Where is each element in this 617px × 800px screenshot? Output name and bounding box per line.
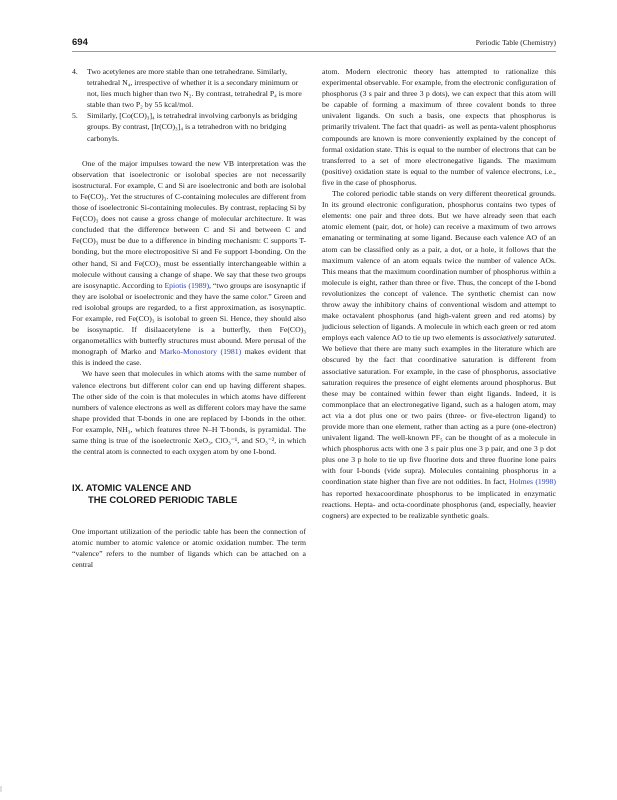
citation-link-epiotis[interactable]: Epiotis (1989) [164,280,210,290]
paragraph-isolobal [72,158,306,369]
paragraph-text: has reported hexacoordinate phosphorus to be implicated in enzymatic reactions. Hepta- and octa-coordinate phosphorus (and, especially, heavier cogners) are expected to be realizable synthetic goals. [322,488,556,520]
paragraph-text: makes evident that this is indeed the case. [72,347,307,368]
citation-link-marko[interactable]: Marko-Monostory (1981) [159,347,242,357]
section-number: IX. [72,482,84,494]
page-header [72,37,556,52]
section-title-line2: THE COLORED PERIODIC TABLE [88,494,238,506]
list-item [72,66,306,110]
numbered-list [72,66,306,144]
paragraph-phosphorus: atom. Modern electronic theory has attempted to rationalize this experimental observable. For example, from the electronic configuration of phosphorus (3 s pair and three 3 p dots), we can expect that this atom will be capable of forming a maximum of three covalent bonds to three univalent ligands. On such a basis, one expects that phosphorus is primarily trivalent. The fact that quadri- as well as penta-valent phosphorus compounds are known is more conveniently explained by the concept of formal oxidation state. This is equal to the number of electrons that can be transferred to a set of more electronegative ligands. The maximum (positive) oxidation state is equal to the number of valence electrons, i.e., five in the case of phosphorus. [322,67,556,187]
list-item-text: Two acetylenes are more stable than one tetrahedrane. Similarly, tetrahedral N₄, irrespective of whether it is a secondary minimum or not, lies much higher than two N₂. By contrast, tetrahedral P₄ is more stable than two P₂ by 55 kcal/mol. [87,67,302,110]
scan-edge-mark [0,786,2,792]
section-title-line1: ATOMIC VALENCE AND [85,482,192,494]
paragraph-text: . We believe that there are many such examples in the literature which are obscured by the fact that coordinative saturation is different from associative saturation. For example, in the case of phosphorus, associative saturation requires the presence of eight elements around phosphorus. But these may be contained within fewer than eight ligands. Indeed, it is commonplace that an electronegative ligand, such as a halogen atom, may act via a dot plus one or two pairs (three- or five-electron ligand) to provide more than one element, rather than acting as a pure (one-electron) univalent ligand. The well-known PF₅ can be thought of as a molecule in which phosphorus acts with one 3 s pair plus one 3 p pair, and one 3 p dot plus one 3 p hole to tie up five fluorine dots and three fluorine lone pairs with four I-bonds (vide supra). Molecules containing phosphorus in a coordination state higher than five are not oddities. In fact, [322,333,556,487]
paragraph-colored-table [322,188,556,521]
list-item-text: Similarly, [Co(CO)₃]₄ is tetrahedral involving carbonyls as bridging groups. By contrast, [Ir(CO)₃]₄ is a tetrahedron with no bridging carbonyls. [87,111,298,143]
paragraph-shapes: We have seen that molecules in which atoms with the same number of valence electrons but different color can end up having different shapes. The other side of the coin is that molecules in which atoms have different numbers of valence electrons as well as different colors may have the same shape provided that T-bonds in one are replaced by I-bonds in the other. For example, NH₃, which features three N–H T-bonds, is pyramidal. The same thing is true of the isoelectronic XeO₃, ClO₃⁻¹, and SO₃⁻², in which the central atom is connected to each oxygen atom by one I-bond. [72,369,306,457]
list-item-number: 4. [72,67,78,76]
paragraph-text: The colored periodic table stands on very different theoretical grounds. In its ground electronic configuration, phosphorus contains two types of elements: one pair and three dots. But we have already seen that each atomic element (pair, dot, or hole) can receive a maximum of two arrows emanating or terminating at some ligand. Because each valence AO of an atom can be classified only as a pair, a dot, or a hole, it follows that the maximum valence of an atom equals twice the number of valence AOs. This means that the maximum coordination number of phosphorus within a molecule is eight, rather than three or five. Thus, the concept of the I-bond revolutionizes the concept of valence. The synthetic chemist can now throw away the inhibitory chains of conventional wisdom and attempt to make octavalent phosphorus (and high-valent green and red atoms) by judicious selection of ligands. A molecule in which each green or red atom employs each valence AO to tie up two elements is [322,189,556,343]
emphasis-text: associatively saturated [482,333,555,343]
list-item [72,110,306,143]
citation-link-holmes[interactable]: Holmes (1998) [508,477,556,487]
section-heading [72,482,306,506]
page-number: 694 [72,37,88,48]
running-title: Periodic Table (Chemistry) [475,38,556,47]
paragraph-text: One of the major impulses toward the new VB interpretation was the observation that isoelectronic or isolobal species are not necessarily isostructural. For example, C and Si are isoelectronic and both are isolobal to Fe(CO)₃. Yet the structures of C-containing molecules are different from those of isoelectronic Si-containing molecules. By contrast, replacing Si by Fe(CO)₃ does not cause a gross change of molecular architecture. It was concluded that the difference between C and Si and between C and Fe(CO)₃ must be due to a difference in binding mechanism: C supports T-bonding, but the more electropositive Si and Fe support I-bonding. On the other hand, Si and Fe(CO)₃ must be essentially interchangeable within a molecule without causing a change of shape. We say that these two groups are isosynaptic. According to [72,158,306,290]
paragraph-text: , “two groups are isosynaptic if they are isolobal or isoelectronic and they have the same color.” Green and red isolobal groups are regarded, to a first approximation, as isosynaptic. For example, red Fe(CO)₃ is isolobal to green Si. Hence, they should also be isosynaptic. If disilaacetylene is a butterfly, then Fe(CO)₃ organometallics with butterfly structures must abound. Mere perusal of the monograph of Marko and [72,280,307,357]
right-column [322,66,556,521]
left-column [72,66,306,571]
paragraph-valence-intro: One important utilization of the periodic table has been the connection of atomic number to atomic valence or atomic oxidation number. The term “valence” refers to the number of ligands which can be attached on a central [72,527,306,570]
list-item-number: 5. [72,111,78,121]
